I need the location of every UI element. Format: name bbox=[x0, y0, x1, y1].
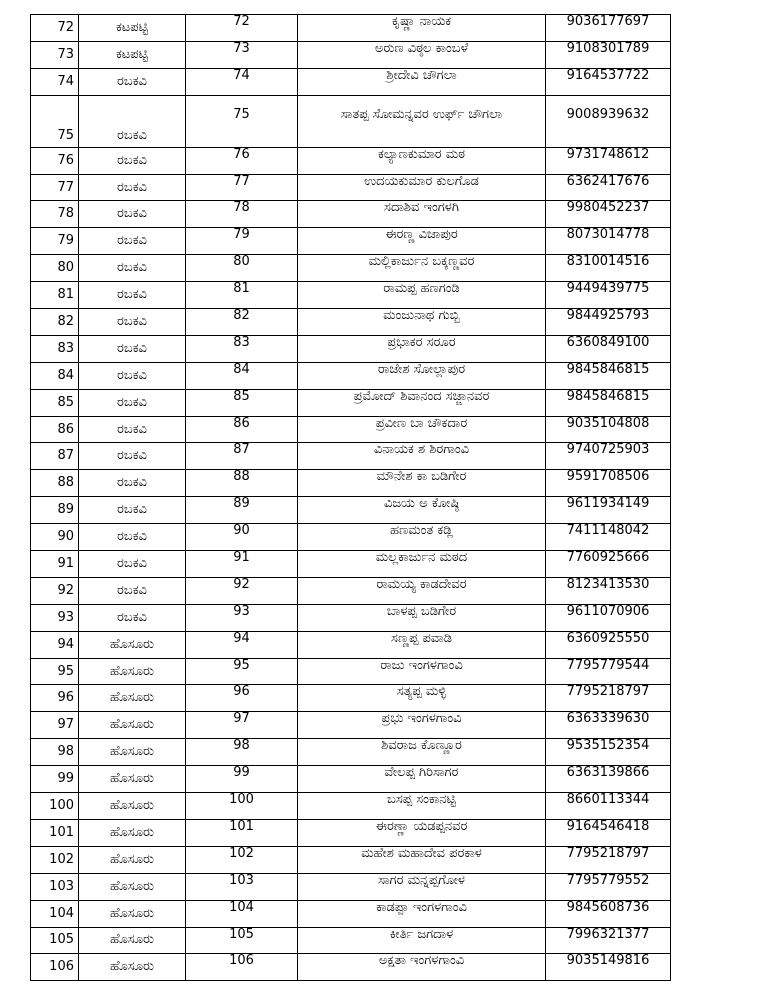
number-cell: 97 bbox=[186, 712, 298, 739]
phone-number-cell: 9845846815 bbox=[546, 362, 671, 389]
village-cell: ಹೊಸೂರು bbox=[79, 819, 186, 846]
person-name-cell: ರಾಮಪ್ಪ ಹಣಗಂಡಿ bbox=[298, 282, 546, 309]
person-name-cell: ವೇಲಪ್ಪ ಗಿರಿಸಾಗರ bbox=[298, 766, 546, 793]
number-cell: 93 bbox=[186, 604, 298, 631]
person-name-cell: ವಿಜಯ ಅ ಕೋಷ್ಠಿ bbox=[298, 497, 546, 524]
village-cell: ರಬಕವಿ bbox=[79, 362, 186, 389]
person-name-cell: ರಾಮಯ್ಯ ಕಾಡದೇವರ bbox=[298, 577, 546, 604]
number-cell: 106 bbox=[186, 954, 298, 981]
village-cell: ರಬಕವಿ bbox=[79, 470, 186, 497]
phone-number-cell: 9108301789 bbox=[546, 41, 671, 68]
table-row bbox=[31, 174, 671, 201]
village-cell: ರಬಕವಿ bbox=[79, 282, 186, 309]
serial-number-cell: 78 bbox=[31, 201, 79, 228]
number-cell: 75 bbox=[186, 95, 298, 147]
village-cell: ರಬಕವಿ bbox=[79, 68, 186, 95]
village-cell: ರಬಕವಿ bbox=[79, 551, 186, 578]
number-cell: 86 bbox=[186, 416, 298, 443]
person-name-cell: ಸಾತಪ್ಪ ಸೋಮನ್ನವರ ಉರ್ಫ್ ಚೌಗಲಾ bbox=[298, 95, 546, 147]
village-cell: ಹೊಸೂರು bbox=[79, 873, 186, 900]
serial-number-cell: 97 bbox=[31, 712, 79, 739]
serial-number-cell: 104 bbox=[31, 900, 79, 927]
person-name-cell: ಪ್ರವೀಣ ಬಾ ಚೌಕದಾರ bbox=[298, 416, 546, 443]
serial-number-cell: 100 bbox=[31, 793, 79, 820]
phone-number-cell: 7795218797 bbox=[546, 846, 671, 873]
phone-number-cell: 9845846815 bbox=[546, 389, 671, 416]
phone-number-cell: 6362417676 bbox=[546, 174, 671, 201]
number-cell: 77 bbox=[186, 174, 298, 201]
number-cell: 99 bbox=[186, 766, 298, 793]
serial-number-cell: 81 bbox=[31, 282, 79, 309]
village-cell: ಹೊಸೂರು bbox=[79, 954, 186, 981]
table-row bbox=[31, 524, 671, 551]
serial-number-cell: 87 bbox=[31, 443, 79, 470]
serial-number-cell: 86 bbox=[31, 416, 79, 443]
number-cell: 94 bbox=[186, 631, 298, 658]
number-cell: 103 bbox=[186, 873, 298, 900]
table-row bbox=[31, 470, 671, 497]
village-cell: ರಬಕವಿ bbox=[79, 416, 186, 443]
number-cell: 102 bbox=[186, 846, 298, 873]
table-row bbox=[31, 577, 671, 604]
person-name-cell: ಹಣಮಂತ ಕಡ್ಲಿ bbox=[298, 524, 546, 551]
serial-number-cell: 96 bbox=[31, 685, 79, 712]
table-row bbox=[31, 685, 671, 712]
serial-number-cell: 103 bbox=[31, 873, 79, 900]
village-cell: ರಬಕವಿ bbox=[79, 443, 186, 470]
table-row bbox=[31, 95, 671, 147]
phone-number-cell: 9740725903 bbox=[546, 443, 671, 470]
person-name-cell: ಮಲ್ಲಕಾರ್ಜುನ ಮಠದ bbox=[298, 551, 546, 578]
village-cell: ರಬಕವಿ bbox=[79, 389, 186, 416]
person-name-cell: ಮಹೇಶ ಮಹಾದೇವ ಪರಕಾಳ bbox=[298, 846, 546, 873]
phone-number-cell: 7795218797 bbox=[546, 685, 671, 712]
roster-table bbox=[30, 14, 671, 981]
table-row bbox=[31, 954, 671, 981]
table-row bbox=[31, 846, 671, 873]
serial-number-cell: 88 bbox=[31, 470, 79, 497]
number-cell: 81 bbox=[186, 282, 298, 309]
number-cell: 105 bbox=[186, 927, 298, 954]
phone-number-cell: 9035149816 bbox=[546, 954, 671, 981]
person-name-cell: ಪ್ರಭು ಇಂಗಳಗಾಂವಿ bbox=[298, 712, 546, 739]
serial-number-cell: 77 bbox=[31, 174, 79, 201]
table-row bbox=[31, 793, 671, 820]
village-cell: ಹೊಸೂರು bbox=[79, 846, 186, 873]
village-cell: ರಬಕವಿ bbox=[79, 228, 186, 255]
phone-number-cell: 6363139866 bbox=[546, 766, 671, 793]
village-cell: ಹೊಸೂರು bbox=[79, 685, 186, 712]
village-cell: ಹೊಸೂರು bbox=[79, 927, 186, 954]
serial-number-cell: 85 bbox=[31, 389, 79, 416]
number-cell: 79 bbox=[186, 228, 298, 255]
number-cell: 100 bbox=[186, 793, 298, 820]
table-row bbox=[31, 362, 671, 389]
person-name-cell: ಶಿವರಾಜ ಕೊಣ್ಣೂರ bbox=[298, 739, 546, 766]
table-row bbox=[31, 819, 671, 846]
serial-number-cell: 93 bbox=[31, 604, 79, 631]
serial-number-cell: 106 bbox=[31, 954, 79, 981]
person-name-cell: ರಾಜೇಶ ಸೋಲ್ಲಾಪುರ bbox=[298, 362, 546, 389]
person-name-cell: ಮಲ್ಲಿಕಾರ್ಜುನ ಬಕ್ಕಣ್ಣವರ bbox=[298, 255, 546, 282]
table-row bbox=[31, 443, 671, 470]
village-cell: ರಬಕವಿ bbox=[79, 255, 186, 282]
number-cell: 92 bbox=[186, 577, 298, 604]
number-cell: 104 bbox=[186, 900, 298, 927]
person-name-cell: ಸತ್ಯಪ್ಪ ಮಳ್ಳಿ bbox=[298, 685, 546, 712]
number-cell: 80 bbox=[186, 255, 298, 282]
person-name-cell: ಕೀರ್ತಿ ಜಗದಾಳ bbox=[298, 927, 546, 954]
person-name-cell: ಮಂಜುನಾಥ ಗುಬ್ಬಿ bbox=[298, 309, 546, 336]
serial-number-cell: 82 bbox=[31, 309, 79, 336]
phone-number-cell: 8123413530 bbox=[546, 577, 671, 604]
phone-number-cell: 9611070906 bbox=[546, 604, 671, 631]
person-name-cell: ರಾಜು ಇಂಗಳಗಾಂವಿ bbox=[298, 658, 546, 685]
number-cell: 88 bbox=[186, 470, 298, 497]
table-row bbox=[31, 201, 671, 228]
phone-number-cell: 9008939632 bbox=[546, 95, 671, 147]
table-row bbox=[31, 389, 671, 416]
village-cell: ರಬಕವಿ bbox=[79, 201, 186, 228]
serial-number-cell: 75 bbox=[31, 95, 79, 147]
number-cell: 78 bbox=[186, 201, 298, 228]
person-name-cell: ಉದಯಕುಮಾರ ಕುಲಗೊಡ bbox=[298, 174, 546, 201]
village-cell: ಕಟಪಟ್ಟಿ bbox=[79, 41, 186, 68]
table-row bbox=[31, 927, 671, 954]
table-row bbox=[31, 712, 671, 739]
person-name-cell: ಶ್ರೀದೇವಿ ಚೌಗಲಾ bbox=[298, 68, 546, 95]
number-cell: 72 bbox=[186, 15, 298, 42]
phone-number-cell: 9164546418 bbox=[546, 819, 671, 846]
phone-number-cell: 9449439775 bbox=[546, 282, 671, 309]
phone-number-cell: 9845608736 bbox=[546, 900, 671, 927]
serial-number-cell: 76 bbox=[31, 147, 79, 174]
table-row bbox=[31, 147, 671, 174]
table-row bbox=[31, 658, 671, 685]
village-cell: ಹೊಸೂರು bbox=[79, 658, 186, 685]
village-cell: ರಬಕವಿ bbox=[79, 95, 186, 147]
person-name-cell: ಕೃಷ್ಣಾ ನಾಯಕ bbox=[298, 15, 546, 42]
number-cell: 101 bbox=[186, 819, 298, 846]
person-name-cell: ಕಾಡಪ್ಪಾ ಇಂಗಳಗಾಂವಿ bbox=[298, 900, 546, 927]
phone-number-cell: 9731748612 bbox=[546, 147, 671, 174]
number-cell: 82 bbox=[186, 309, 298, 336]
person-name-cell: ಸಣ್ಣಪ್ಪ ಪವಾಡಿ bbox=[298, 631, 546, 658]
number-cell: 87 bbox=[186, 443, 298, 470]
number-cell: 73 bbox=[186, 41, 298, 68]
table-row bbox=[31, 282, 671, 309]
village-cell: ರಬಕವಿ bbox=[79, 524, 186, 551]
serial-number-cell: 99 bbox=[31, 766, 79, 793]
serial-number-cell: 90 bbox=[31, 524, 79, 551]
table-row bbox=[31, 873, 671, 900]
number-cell: 74 bbox=[186, 68, 298, 95]
table-row bbox=[31, 416, 671, 443]
table-row bbox=[31, 497, 671, 524]
phone-number-cell: 7996321377 bbox=[546, 927, 671, 954]
village-cell: ಹೊಸೂರು bbox=[79, 793, 186, 820]
phone-number-cell: 9980452237 bbox=[546, 201, 671, 228]
village-cell: ಹೊಸೂರು bbox=[79, 631, 186, 658]
person-name-cell: ಸಾಗರ ಮನ್ನಪ್ಪಗೋಳ bbox=[298, 873, 546, 900]
phone-number-cell: 9164537722 bbox=[546, 68, 671, 95]
phone-number-cell: 9844925793 bbox=[546, 309, 671, 336]
number-cell: 90 bbox=[186, 524, 298, 551]
serial-number-cell: 92 bbox=[31, 577, 79, 604]
village-cell: ರಬಕವಿ bbox=[79, 604, 186, 631]
phone-number-cell: 9036177697 bbox=[546, 15, 671, 42]
village-cell: ರಬಕವಿ bbox=[79, 147, 186, 174]
person-name-cell: ವಿನಾಯಕ ಶ ಶಿರಗಾಂವಿ bbox=[298, 443, 546, 470]
table-row bbox=[31, 41, 671, 68]
table-row bbox=[31, 68, 671, 95]
village-cell: ರಬಕವಿ bbox=[79, 335, 186, 362]
serial-number-cell: 83 bbox=[31, 335, 79, 362]
number-cell: 83 bbox=[186, 335, 298, 362]
serial-number-cell: 84 bbox=[31, 362, 79, 389]
table-row bbox=[31, 739, 671, 766]
table-row bbox=[31, 228, 671, 255]
serial-number-cell: 105 bbox=[31, 927, 79, 954]
phone-number-cell: 6360925550 bbox=[546, 631, 671, 658]
person-name-cell: ಸದಾಶಿವ ಇಂಗಳಗಿ bbox=[298, 201, 546, 228]
person-name-cell: ಪ್ರಮೋದ್ ಶಿವಾನಂದ ಸಜ್ಜಾನವರ bbox=[298, 389, 546, 416]
number-cell: 89 bbox=[186, 497, 298, 524]
phone-number-cell: 9611934149 bbox=[546, 497, 671, 524]
phone-number-cell: 7795779552 bbox=[546, 873, 671, 900]
table-row bbox=[31, 551, 671, 578]
serial-number-cell: 79 bbox=[31, 228, 79, 255]
person-name-cell: ಅಕ್ಷತಾ ಇಂಗಳಗಾಂವಿ bbox=[298, 954, 546, 981]
village-cell: ಕಟಪಟ್ಟಿ bbox=[79, 15, 186, 42]
roster-body bbox=[31, 15, 671, 981]
phone-number-cell: 9535152354 bbox=[546, 739, 671, 766]
village-cell: ರಬಕವಿ bbox=[79, 309, 186, 336]
serial-number-cell: 89 bbox=[31, 497, 79, 524]
phone-number-cell: 7411148042 bbox=[546, 524, 671, 551]
table-row bbox=[31, 604, 671, 631]
village-cell: ರಬಕವಿ bbox=[79, 174, 186, 201]
village-cell: ಹೊಸೂರು bbox=[79, 766, 186, 793]
phone-number-cell: 7795779544 bbox=[546, 658, 671, 685]
person-name-cell: ಈರಣ್ಣಾ ಯಡಪ್ಪನವರ bbox=[298, 819, 546, 846]
person-name-cell: ಬಸಪ್ಪ ಸಂಕಾನಟ್ಟಿ bbox=[298, 793, 546, 820]
person-name-cell: ಕಲ್ಯಾಣಕುಮಾರ ಮಠ bbox=[298, 147, 546, 174]
table-row bbox=[31, 309, 671, 336]
table-row bbox=[31, 900, 671, 927]
village-cell: ಹೊಸೂರು bbox=[79, 900, 186, 927]
serial-number-cell: 95 bbox=[31, 658, 79, 685]
person-name-cell: ಈರಣ್ಣ ವಿಜಾಪುರ bbox=[298, 228, 546, 255]
serial-number-cell: 94 bbox=[31, 631, 79, 658]
serial-number-cell: 98 bbox=[31, 739, 79, 766]
number-cell: 96 bbox=[186, 685, 298, 712]
phone-number-cell: 7760925666 bbox=[546, 551, 671, 578]
table-row bbox=[31, 15, 671, 42]
village-cell: ರಬಕವಿ bbox=[79, 577, 186, 604]
number-cell: 91 bbox=[186, 551, 298, 578]
number-cell: 76 bbox=[186, 147, 298, 174]
serial-number-cell: 72 bbox=[31, 15, 79, 42]
village-cell: ಹೊಸೂರು bbox=[79, 712, 186, 739]
person-name-cell: ಬಾಳಪ್ಪ ಬಡಿಗೇರ bbox=[298, 604, 546, 631]
village-cell: ಹೊಸೂರು bbox=[79, 739, 186, 766]
table-row bbox=[31, 255, 671, 282]
serial-number-cell: 73 bbox=[31, 41, 79, 68]
number-cell: 85 bbox=[186, 389, 298, 416]
number-cell: 98 bbox=[186, 739, 298, 766]
phone-number-cell: 8660113344 bbox=[546, 793, 671, 820]
phone-number-cell: 8073014778 bbox=[546, 228, 671, 255]
person-name-cell: ಮೌನೇಶ ಕಾ ಬಡಿಗೇರ bbox=[298, 470, 546, 497]
serial-number-cell: 74 bbox=[31, 68, 79, 95]
table-row bbox=[31, 335, 671, 362]
number-cell: 84 bbox=[186, 362, 298, 389]
phone-number-cell: 9035104808 bbox=[546, 416, 671, 443]
serial-number-cell: 91 bbox=[31, 551, 79, 578]
serial-number-cell: 102 bbox=[31, 846, 79, 873]
serial-number-cell: 101 bbox=[31, 819, 79, 846]
table-row bbox=[31, 766, 671, 793]
phone-number-cell: 8310014516 bbox=[546, 255, 671, 282]
phone-number-cell: 6360849100 bbox=[546, 335, 671, 362]
number-cell: 95 bbox=[186, 658, 298, 685]
table-row bbox=[31, 631, 671, 658]
person-name-cell: ಅರುಣ ವಿಠ್ಠಲ ಕಾಂಬಳೆ bbox=[298, 41, 546, 68]
person-name-cell: ಪ್ರಭಾಕರ ಸರೂರ bbox=[298, 335, 546, 362]
serial-number-cell: 80 bbox=[31, 255, 79, 282]
phone-number-cell: 9591708506 bbox=[546, 470, 671, 497]
village-cell: ರಬಕವಿ bbox=[79, 497, 186, 524]
phone-number-cell: 6363339630 bbox=[546, 712, 671, 739]
